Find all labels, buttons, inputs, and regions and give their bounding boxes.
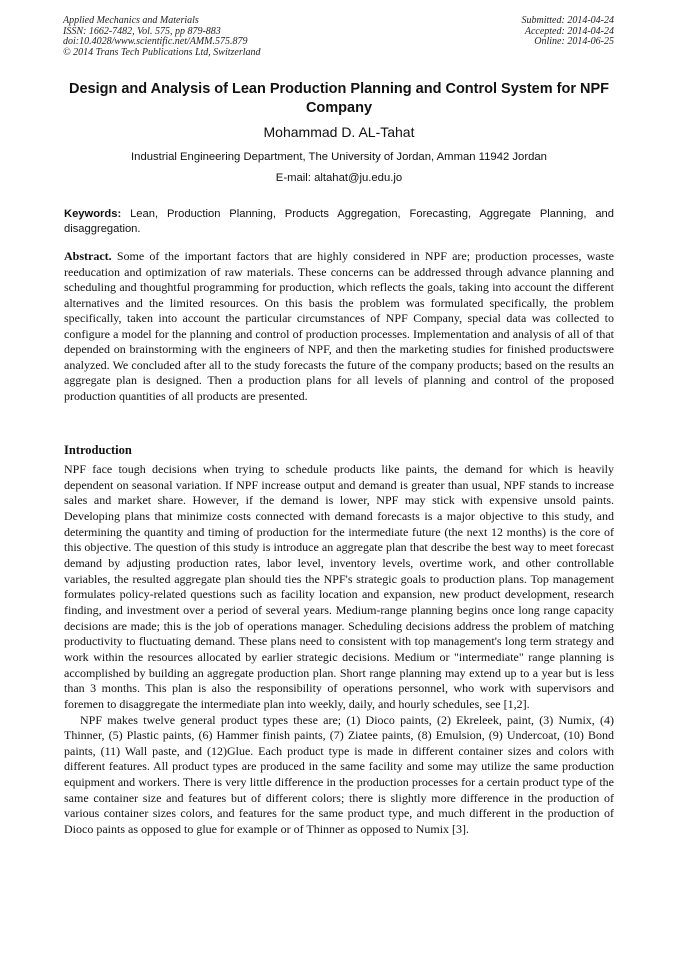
- introduction-heading: Introduction: [64, 443, 132, 457]
- introduction-paragraph-1: NPF face tough decisions when trying to schedule products like paints, the demand for which is heavily dependent on seasonal variation. If NPF increase output and demand is greater than usual, NPF stands to increase sales and market share. However, if the demand is lower, NPF may stick with expensive unsold paints. Developing plans that minimize costs connected with demand forecasts is a major objective to this study, and determining the quantity and timing of production for the intermediate future (the next 12 months) is the core of this objective. The question of this study is introduce an aggregate plan that describe the best way to meet forecast demand by adjusting production rates, labor level, inventory levels, overtime work, and other controllable variables, the resulted aggregate plan should ties the NPF's strategic goals to production plans. Top management formulates policy-related questions such as facility location and expansion, new product development, research finding, and investment over a period of several years. Medium-range planning begins once long range capacity decisions are made; this is the job of operations manager. Scheduling decisions address the problem of matching productivity to fluctuating demand. These plans need to consistent with top management's long term strategy and work within the resources allocated by earlier strategic decisions. Medium or "intermediate" range planning is accomplished by building an aggregate production plan. Short range planning may extend up to a year but is less than 3 months. This plan is also the responsibility of operations personnel, who work with supervisors and foremen to disaggregate the intermediate plan into weekly, daily, and hourly schedules, see [1,2].: [64, 462, 614, 711]
- introduction-paragraph-2: NPF makes twelve general product types these are; (1) Dioco paints, (2) Ekreleek, paint, (3) Numix, (4) Thinner, (5) Plastic paints, (6) Hammer finish paints, (7) Ziatee paints, (8) Emulsion, (9) Undercoat, (10) Bond paints, (11) Wall paste, and (12)Glue. Each product type is made in different container sizes and colors with different features. All product types are produced in the same facility and some may utilize the same production equipment and workers. There is very little difference in the production processes for a certain product type of the same container size and features but of different colors; there is slightly more difference in the production of various container sizes colors, and features for the same product type, and much different in the production of Dioco paints as opposed to glue for example or of Thinner as opposed to Numix [3].: [64, 712, 614, 837]
- accepted-date: Accepted: 2014-04-24: [524, 25, 614, 37]
- keywords-text: Lean, Production Planning, Products Aggregation, Forecasting, Aggregate Planning, and disaggregation.: [64, 208, 615, 236]
- author-email: E-mail: altahat@ju.edu.jo: [275, 172, 403, 184]
- keywords-label: Keywords:: [64, 208, 122, 220]
- submitted-date: Submitted: 2014-04-24: [521, 15, 614, 26]
- issn-line: ISSN: 1662-7482, Vol. 575, pp 879-883: [63, 25, 221, 37]
- online-date: Online: 2014-06-25: [534, 36, 614, 48]
- author-affiliation: Industrial Engineering Department, The University of Jordan, Amman 11942 Jordan: [131, 151, 547, 163]
- paper-title: Design and Analysis of Lean Production Planning and Control System for NPF Company: [68, 81, 610, 116]
- introduction-body: [64, 462, 614, 838]
- abstract-text: Some of the important factors that are highly considered in NPF are; production processes, waste reeducation and optimization of raw materials. These concerns can be addressed through advance planning and scheduling and thoughtful programming for production, which reflects the goals, taking into account the different alternatives and the limited resources. On this basis the problem was formulated specifically, the problem specifically, taken into account the particular circumstances of NPF Company, special data was collected to configure a model for the planning and control of production processes. Implementation and analysis of all of that depended on brainstorming with the engineers of NPF, and then the marketing studies for finished productswere analyzed. We concluded after all to the study forecasts the future of the company products; based on the results an aggregate plan is designed. Then a production plans for all levels of planning and control of the proposed production quantities of all products are presented.: [64, 249, 615, 403]
- journal-name: Applied Mechanics and Materials: [63, 15, 199, 26]
- abstract-label: Abstract.: [64, 249, 112, 263]
- publication-dates: [522, 16, 615, 48]
- keywords-block: [64, 207, 614, 238]
- doi-line: doi:10.4028/www.scientific.net/AMM.575.879: [63, 36, 248, 48]
- copyright-line: © 2014 Trans Tech Publications Ltd, Switzerland: [63, 46, 261, 58]
- author-name: Mohammad D. AL-Tahat: [263, 124, 415, 140]
- abstract-block: [64, 249, 614, 404]
- journal-info: [63, 16, 261, 58]
